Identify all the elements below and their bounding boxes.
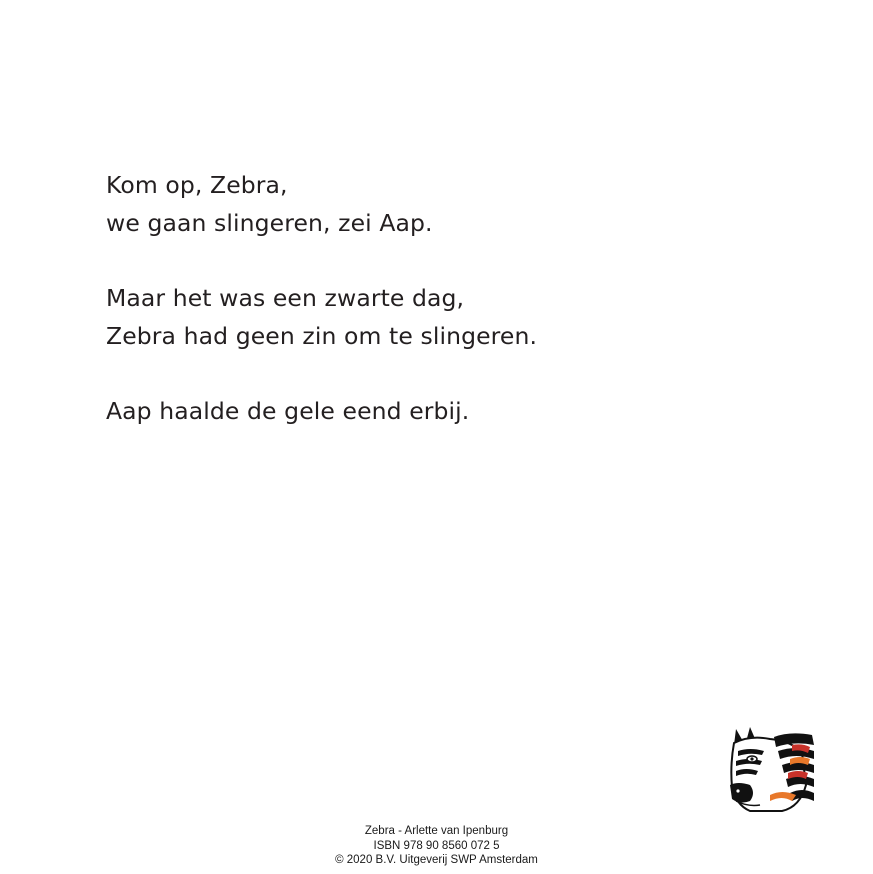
colophon <box>0 824 873 868</box>
story-line: Zebra had geen zin om te slingeren. <box>106 322 538 350</box>
colophon-copyright: © 2020 B.V. Uitgeverij SWP Amsterdam <box>335 854 538 866</box>
story-paragraph-3 <box>106 392 469 430</box>
story-line: Aap haalde de gele eend erbij. <box>106 397 470 425</box>
colophon-isbn: ISBN 978 90 8560 072 5 <box>373 839 500 852</box>
zebra-head-icon <box>730 725 816 813</box>
colophon-title-author: Zebra - Arlette van Ipenburg <box>364 825 509 837</box>
story-line: Maar het was een zwarte dag, <box>106 284 465 312</box>
story-paragraph-2 <box>106 279 537 355</box>
story-line: we gaan slingeren, zei Aap. <box>106 209 433 237</box>
story-line: Kom op, Zebra, <box>106 171 288 199</box>
story-paragraph-1 <box>106 166 433 242</box>
